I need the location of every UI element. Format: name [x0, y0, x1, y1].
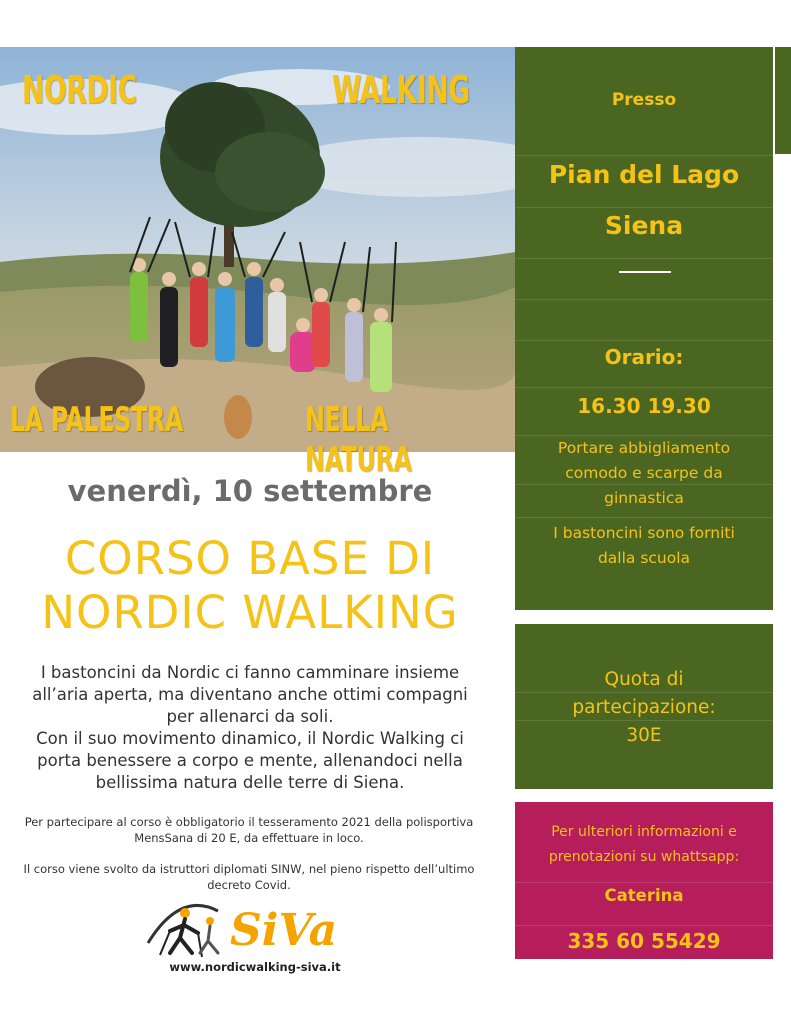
course-title [0, 532, 500, 640]
panel-row-divider [515, 882, 773, 883]
siva-logo-text: SiVa [230, 905, 338, 956]
fee-line: Quota di [604, 669, 684, 690]
description-line: per allenarci da soli. [166, 707, 334, 726]
clothing-note [515, 436, 773, 511]
panel-row-divider [515, 517, 773, 518]
description [10, 662, 490, 794]
course-title-line1: CORSO BASE DI [64, 532, 436, 585]
orario-label: Orario: [604, 345, 684, 369]
description-line: I bastoncini da Nordic ci fanno camminare insieme [40, 663, 460, 682]
description-line: bellissima natura delle terre di Siena. [95, 773, 405, 792]
course-title-line2: NORDIC WALKING [41, 586, 459, 639]
orario-value: 16.30 19.30 [577, 394, 711, 418]
contact-info [515, 820, 773, 870]
instructors-note-line: Il corso viene svolto da istruttori diplomati SINW, nel pieno rispetto dell’ultimo [23, 862, 475, 876]
contact-info-line: Per ulteriori informazioni e [551, 824, 737, 840]
poles-note-line: I bastoncini sono forniti [553, 524, 735, 542]
panel-row-divider [515, 155, 773, 156]
instructors-note [0, 861, 498, 893]
website-url[interactable]: www.nordicwalking-siva.it [169, 960, 341, 974]
panel-row-divider [515, 387, 773, 388]
instructors-note-line: decreto Covid. [207, 878, 291, 892]
description-line: Con il suo movimento dinamico, il Nordic Walking ci [36, 729, 464, 748]
fee-line: partecipazione: [572, 697, 716, 718]
edge-accent-bar [775, 47, 791, 154]
clothing-note-line: ginnastica [604, 489, 684, 507]
photo-overlay-palestra: LA PALESTRA [10, 400, 184, 440]
contact-info-line: prenotazioni su whattsapp: [548, 849, 740, 865]
membership-note-line: MensSana di 20 E, da effettuare in loco. [134, 831, 364, 845]
siva-logo-graphic [140, 893, 370, 963]
city-name: Siena [604, 211, 684, 240]
place-name: Pian del Lago [548, 160, 740, 189]
photo-overlay-natura: NELLA NATURA [305, 400, 412, 480]
hero-photo [0, 47, 515, 480]
presso-label: Presso [611, 90, 677, 110]
photo-overlay-nordic: NORDIC [22, 68, 137, 112]
contact-phone[interactable]: 335 60 55429 [567, 929, 721, 953]
description-line: all’aria aperta, ma diventano anche ottimi compagni [32, 685, 468, 704]
membership-note [0, 814, 498, 846]
event-date: venerdì, 10 settembre [67, 474, 433, 508]
panel-row-divider [515, 258, 773, 259]
poles-note-line: dalla scuola [597, 549, 691, 567]
fee-amount: 30E [626, 725, 662, 746]
photo-overlay-walking: WALKING [332, 68, 470, 112]
panel-row-divider [515, 340, 773, 341]
description-line: porta benessere a corpo e mente, allenandoci nella [37, 751, 463, 770]
clothing-note-line: comodo e scarpe da [565, 464, 723, 482]
panel-row-divider [515, 925, 773, 926]
poles-note [515, 521, 773, 571]
panel-row-divider [515, 299, 773, 300]
location-divider [619, 271, 671, 273]
panel-row-divider [515, 207, 773, 208]
clothing-note-line: Portare abbigliamento [557, 439, 731, 457]
contact-name: Caterina [604, 886, 684, 905]
membership-note-line: Per partecipare al corso è obbligatorio il tesseramento 2021 della polisportiva [24, 815, 474, 829]
fee-text [515, 666, 773, 750]
